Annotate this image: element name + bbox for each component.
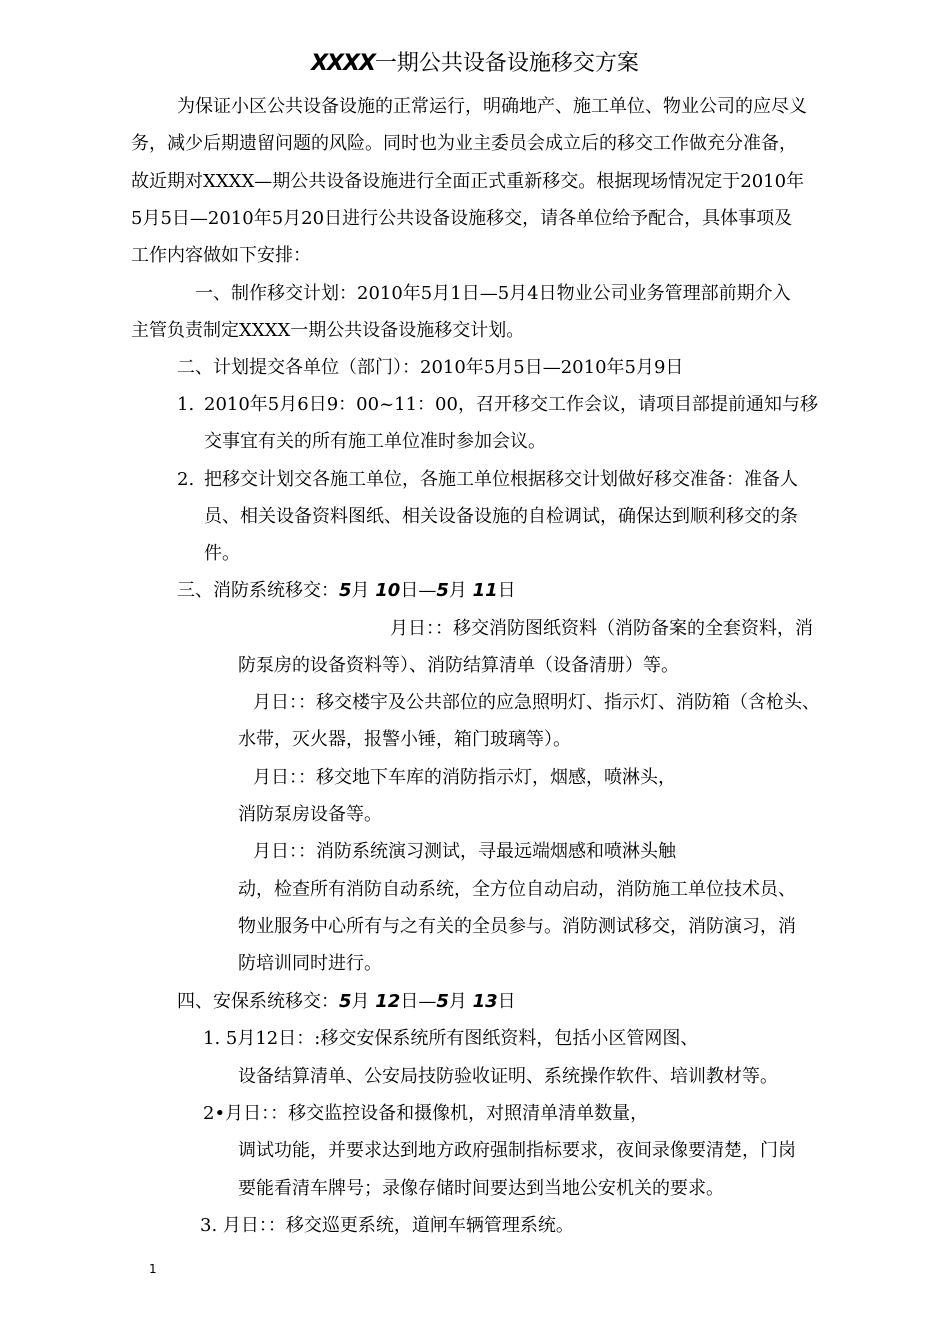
section3-line: 月日：：移交楼宇及公共部位的应急照明灯、指示灯、消防箱（含枪头、 [253,692,820,713]
list-item-line: 交事宜有关的所有施工单位准时参加会议。 [204,431,546,452]
section4-line: 设备结算清单、公安局技防验收证明、系统操作软件、培训教材等。 [238,1066,778,1087]
section1-line: 一、制作移交计划：2010年5月1日—5月4日物业公司业务管理部前期介入 [195,283,791,304]
list-number: 1. [177,394,195,415]
section3-line: 月日：：消防系统演习测试，寻最远端烟感和喷淋头触 [253,841,676,862]
page-number: 1 [149,1262,157,1276]
document-title: XXXX一期公共设备设施移交方案 [311,51,639,76]
list-item-line: 把移交计划交各施工单位，各施工单位根据移交计划做好移交准备：准备人 [204,469,798,490]
section4-heading: 四、安保系统移交：5月 12日—5月 13日 [177,991,516,1012]
section3-heading: 三、消防系统移交：5月 10日—5月 11日 [177,580,516,601]
section4-line: 要能看清车牌号；录像存储时间要达到当地公安机关的要求。 [238,1178,724,1199]
intro-line: 为保证小区公共设备设施的正常运行，明确地产、施工单位、物业公司的应尽义 [177,96,807,117]
section3-line: 防泵房的设备资料等）、消防结算清单（设备清册）等。 [238,655,679,676]
section3-line: 物业服务中心所有与之有关的全员参与。消防测试移交，消防演习，消 [238,916,796,937]
list-item-line: 员、相关设备资料图纸、相关设备设施的自检调试，确保达到顺利移交的条 [204,506,798,527]
list-number: 2. [177,469,195,490]
section3-line: 水带，灭火器，报警小锤，箱门玻璃等）。 [238,729,571,750]
section3-line: 防培训同时进行。 [238,953,382,974]
intro-line: 故近期对XXXX—期公共设备设施进行全面正式重新移交。根据现场情况定于2010年 [131,171,805,192]
section1-line: 主管负责制定XXXX一期公共设备设施移交计划。 [131,320,525,341]
list-item-line: 2010年5月6日9：00~11：00，召开移交工作会议，请项目部提前通知与移 [204,394,818,415]
section3-line: 月日：：移交消防图纸资料（消防备案的全套资料，消 [390,618,813,639]
section4-line: 1. 5月12日：:移交安保系统所有图纸资料，包括小区管网图、 [203,1028,699,1049]
section2-heading: 二、计划提交各单位（部门）：2010年5月5日—2010年5月9日 [177,357,684,378]
intro-line: 5月5日—2010年5月20日进行公共设备设施移交，请各单位给予配合，具体事项及 [131,208,793,229]
intro-line: 务，减少后期遗留问题的风险。同时也为业主委员会成立后的移交工作做充分准备， [131,133,797,154]
section4-line: 2•月日：：移交监控设备和摄像机，对照清单清单数量， [203,1103,649,1124]
section4-line: 3. 月日：：移交巡更系统，道闸车辆管理系统。 [200,1215,574,1236]
section3-line: 动，检查所有消防自动系统，全方位自动启动，消防施工单位技术员、 [238,879,796,900]
section3-line: 月日：：移交地下车库的消防指示灯，烟感，喷淋头， [253,767,676,788]
list-item-line: 件。 [204,543,240,564]
intro-line: 工作内容做如下安排： [131,245,311,266]
section4-line: 调试功能，并要求达到地方政府强制指标要求，夜间录像要清楚，门岗 [238,1140,796,1161]
section3-line: 消防泵房设备等。 [238,804,382,825]
